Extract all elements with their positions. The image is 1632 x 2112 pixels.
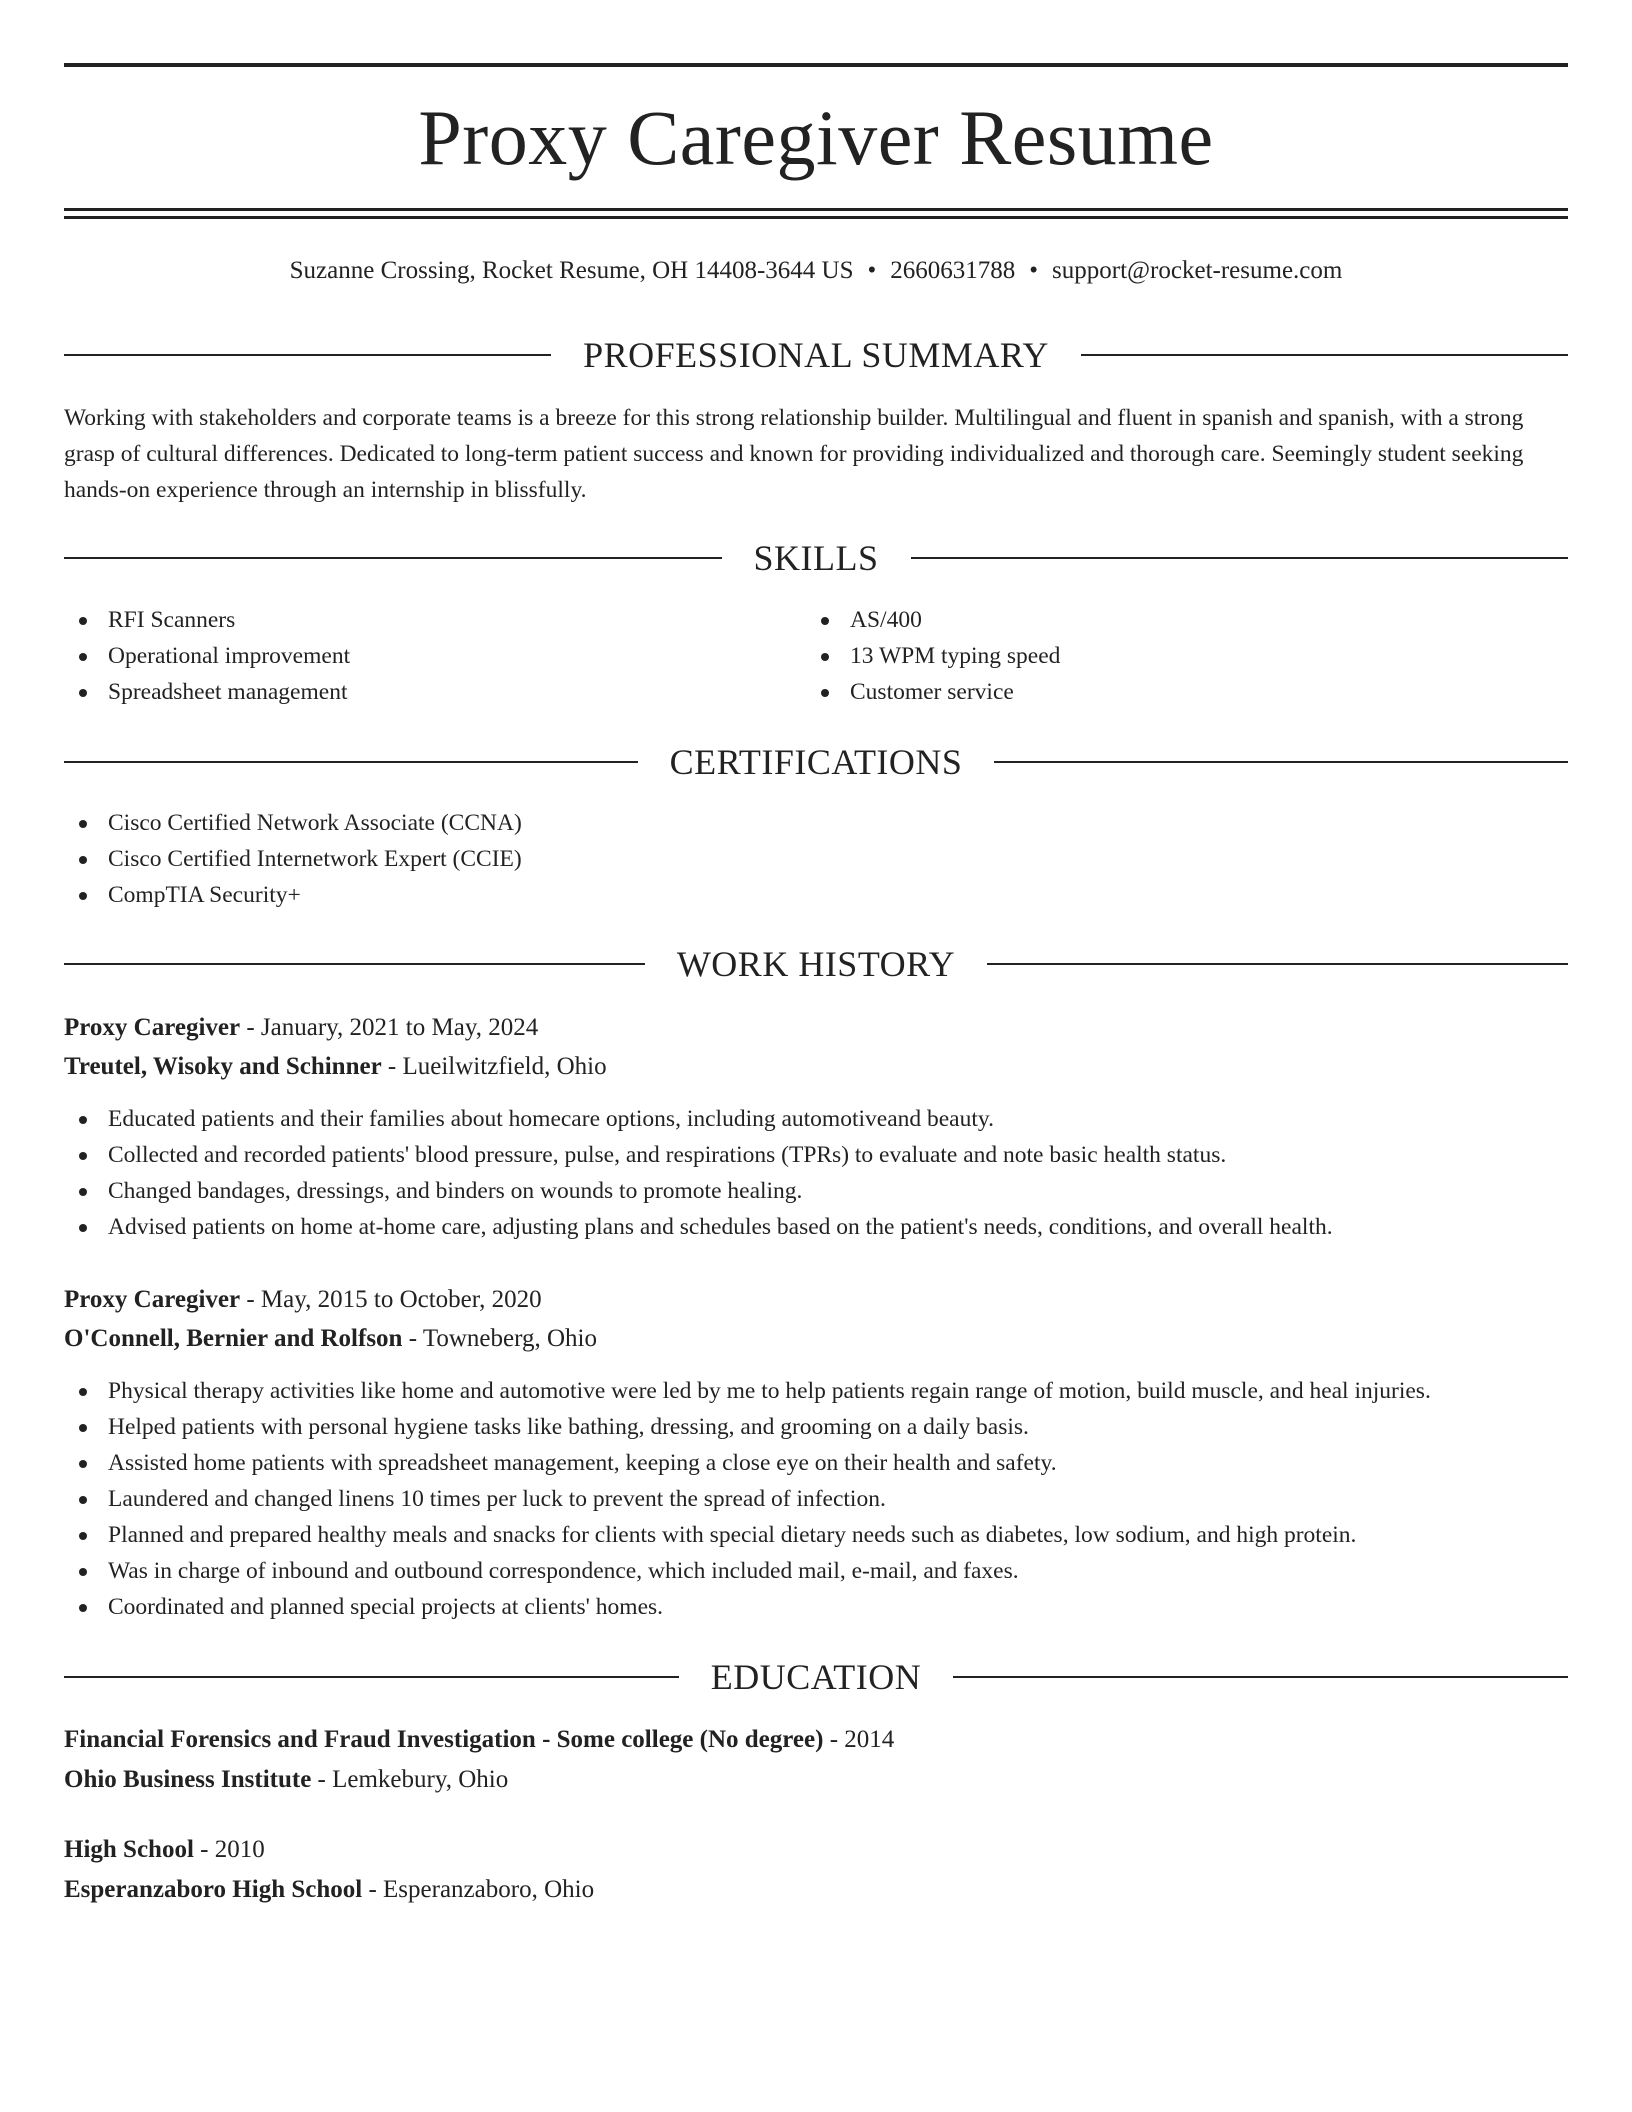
job-company-line bbox=[64, 1321, 1568, 1357]
summary-text: Working with stakeholders and corporate teams is a breeze for this strong relationship builder. Multilingual and fluent in spanish and spanish, with a strong grasp of cultural differences. Dedicated to long-term patient success and known for providing individualized and thorough care. Seemingly student seeking hands-on experience through an internship in blissfully. bbox=[64, 405, 1524, 503]
section-rule bbox=[64, 1676, 679, 1678]
job-bullet: Advised patients on home at-home care, adjusting plans and schedules based on the patient's needs, conditions, and overall health. bbox=[64, 1209, 1568, 1245]
education-degree: Financial Forensics and Fraud Investigation - Some college (No degree) bbox=[64, 1726, 824, 1753]
job-company-line bbox=[64, 1049, 1568, 1085]
job-bullet: Changed bandages, dressings, and binders on wounds to promote healing. bbox=[64, 1173, 1568, 1209]
education-degree: High School bbox=[64, 1836, 194, 1863]
job-location: - Towneberg, Ohio bbox=[402, 1325, 597, 1352]
section-rule bbox=[911, 557, 1569, 559]
section-header-education bbox=[64, 1655, 1568, 1699]
certification-item: CompTIA Security+ bbox=[64, 877, 1568, 913]
job-bullet: Coordinated and planned special projects at clients' homes. bbox=[64, 1589, 1568, 1625]
job-bullet: Educated patients and their families about homecare options, including automotiveand beauty. bbox=[64, 1101, 1568, 1137]
job-company: Treutel, Wisoky and Schinner bbox=[64, 1053, 382, 1080]
section-rule bbox=[953, 1676, 1568, 1678]
education-degree-line bbox=[64, 1722, 1568, 1758]
section-header-skills bbox=[64, 536, 1568, 580]
section-header-certifications bbox=[64, 740, 1568, 784]
contact-separator: • bbox=[867, 257, 877, 284]
certification-item: Cisco Certified Network Associate (CCNA) bbox=[64, 805, 1568, 841]
contact-email: support@rocket-resume.com bbox=[1052, 257, 1343, 284]
skill-item: 13 WPM typing speed bbox=[806, 638, 1546, 674]
section-rule bbox=[1081, 354, 1568, 356]
job-bullets bbox=[64, 1101, 1568, 1245]
job-bullet: Was in charge of inbound and outbound correspondence, which included mail, e-mail, and faxes. bbox=[64, 1553, 1568, 1589]
title-double-rule-upper bbox=[64, 208, 1568, 211]
title-double-rule-lower bbox=[64, 216, 1568, 219]
job-dates: - January, 2021 to May, 2024 bbox=[240, 1014, 539, 1041]
skills-list-left bbox=[64, 602, 804, 710]
job-bullet: Helped patients with personal hygiene tasks like bathing, dressing, and grooming on a daily basis. bbox=[64, 1409, 1568, 1445]
section-title: PROFESSIONAL SUMMARY bbox=[583, 335, 1049, 375]
section-title: WORK HISTORY bbox=[676, 944, 956, 984]
contact-line bbox=[64, 254, 1568, 288]
skill-item: Customer service bbox=[806, 674, 1546, 710]
skill-item: Operational improvement bbox=[64, 638, 804, 674]
education-degree-line bbox=[64, 1832, 1568, 1868]
skills-list-right bbox=[806, 602, 1546, 710]
job-bullet: Assisted home patients with spreadsheet management, keeping a close eye on their health and safety. bbox=[64, 1445, 1568, 1481]
resume-title: Proxy Caregiver Resume bbox=[418, 94, 1214, 181]
job-location: - Lueilwitzfield, Ohio bbox=[381, 1053, 607, 1080]
skill-item: Spreadsheet management bbox=[64, 674, 804, 710]
job-title: Proxy Caregiver bbox=[64, 1014, 241, 1041]
section-title: SKILLS bbox=[753, 538, 879, 578]
job-title-line bbox=[64, 1282, 1568, 1318]
education-location: - Lemkebury, Ohio bbox=[311, 1766, 509, 1793]
education-school-line bbox=[64, 1762, 1568, 1798]
skill-item: RFI Scanners bbox=[64, 602, 804, 638]
section-rule bbox=[64, 557, 722, 559]
education-school: Esperanzaboro High School bbox=[64, 1876, 363, 1903]
job-bullet: Collected and recorded patients' blood pressure, pulse, and respirations (TPRs) to evaluate and note basic health status. bbox=[64, 1137, 1568, 1173]
education-year: - 2010 bbox=[193, 1836, 265, 1863]
skill-item: AS/400 bbox=[806, 602, 1546, 638]
contact-separator: • bbox=[1029, 257, 1039, 284]
section-header-summary bbox=[64, 333, 1568, 377]
job-company: O'Connell, Bernier and Rolfson bbox=[64, 1325, 403, 1352]
top-rule bbox=[64, 63, 1568, 67]
certification-item: Cisco Certified Internetwork Expert (CCIE) bbox=[64, 841, 1568, 877]
job-bullet: Laundered and changed linens 10 times per luck to prevent the spread of infection. bbox=[64, 1481, 1568, 1517]
education-location: - Esperanzaboro, Ohio bbox=[362, 1876, 595, 1903]
section-rule bbox=[987, 963, 1568, 965]
job-bullet: Planned and prepared healthy meals and snacks for clients with special dietary needs such as diabetes, low sodium, and high protein. bbox=[64, 1517, 1568, 1553]
job-bullets bbox=[64, 1373, 1568, 1625]
job-dates: - May, 2015 to October, 2020 bbox=[240, 1286, 542, 1313]
contact-phone: 2660631788 bbox=[890, 257, 1016, 284]
job-bullet: Physical therapy activities like home and automotive were led by me to help patients regain range of motion, build muscle, and heal injuries. bbox=[64, 1373, 1568, 1409]
section-rule bbox=[64, 354, 551, 356]
section-title: CERTIFICATIONS bbox=[669, 742, 963, 782]
section-rule bbox=[994, 761, 1568, 763]
contact-address: Suzanne Crossing, Rocket Resume, OH 14408-3644 US bbox=[289, 257, 854, 284]
section-rule bbox=[64, 761, 638, 763]
education-school-line bbox=[64, 1872, 1568, 1908]
job-title: Proxy Caregiver bbox=[64, 1286, 241, 1313]
job-title-line bbox=[64, 1010, 1568, 1046]
certifications-list bbox=[64, 805, 1568, 913]
section-title: EDUCATION bbox=[710, 1657, 922, 1697]
section-header-work-history bbox=[64, 942, 1568, 986]
education-school: Ohio Business Institute bbox=[64, 1766, 312, 1793]
section-rule bbox=[64, 963, 645, 965]
education-year: - 2014 bbox=[823, 1726, 895, 1753]
